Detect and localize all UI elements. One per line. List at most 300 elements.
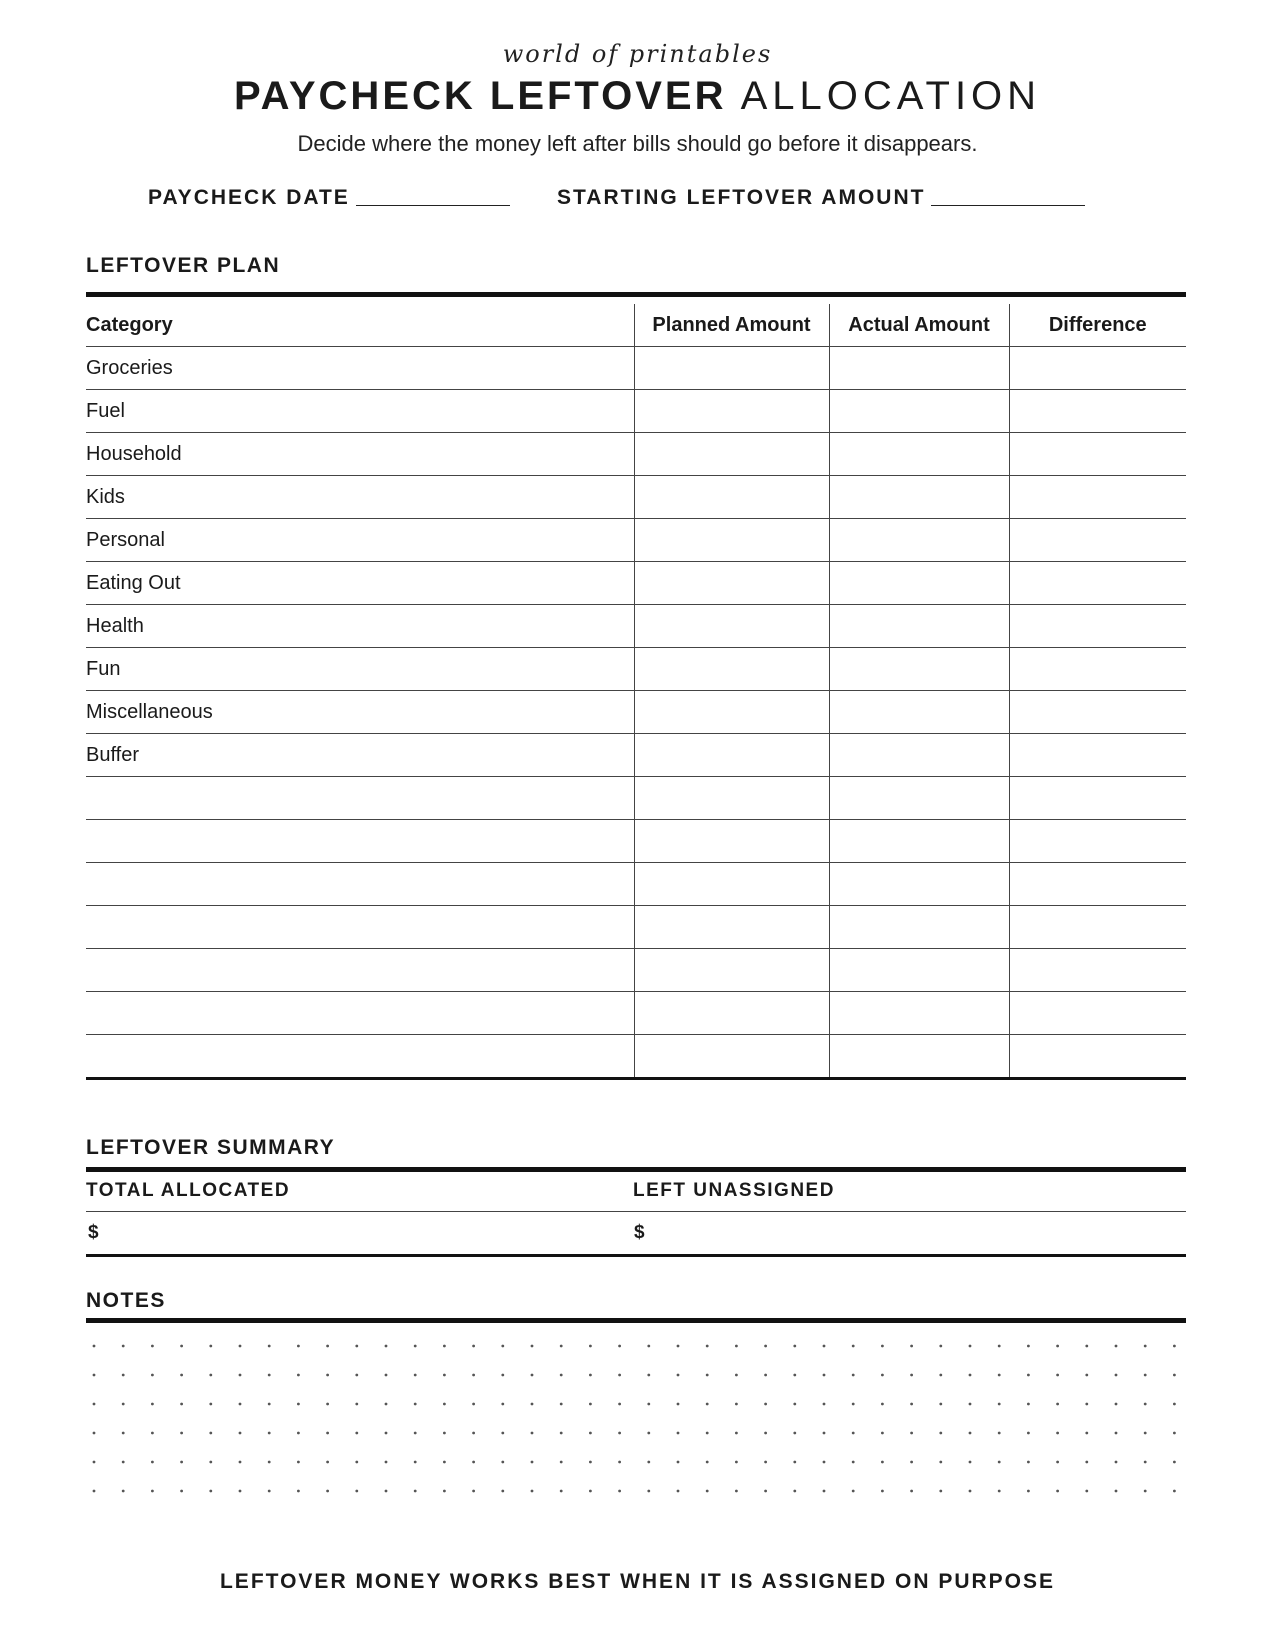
summary-section-title: LEFTOVER SUMMARY <box>86 1136 336 1159</box>
planned-cell[interactable] <box>634 519 829 562</box>
note-dot <box>122 1461 125 1464</box>
category-cell[interactable] <box>86 820 634 863</box>
note-dot <box>501 1374 504 1377</box>
note-dot <box>1056 1490 1059 1493</box>
note-dot <box>1085 1403 1088 1406</box>
planned-cell[interactable] <box>634 949 829 992</box>
note-dot <box>239 1374 242 1377</box>
note-dot <box>1115 1490 1118 1493</box>
category-cell[interactable]: Miscellaneous <box>86 691 634 734</box>
note-dot <box>852 1403 855 1406</box>
note-dot <box>560 1403 563 1406</box>
col-planned: Planned Amount <box>634 304 829 347</box>
actual-cell[interactable] <box>829 820 1009 863</box>
note-dot <box>268 1345 271 1348</box>
category-cell[interactable]: Kids <box>86 476 634 519</box>
note-dot <box>1085 1432 1088 1435</box>
note-dot <box>998 1345 1001 1348</box>
note-dot <box>706 1345 709 1348</box>
note-dot <box>998 1490 1001 1493</box>
table-row <box>86 820 1186 863</box>
note-dot <box>414 1490 417 1493</box>
note-dot <box>326 1432 329 1435</box>
note-dot <box>443 1490 446 1493</box>
note-dot <box>297 1403 300 1406</box>
note-dot <box>531 1403 534 1406</box>
actual-cell[interactable] <box>829 734 1009 777</box>
note-dot <box>151 1461 154 1464</box>
difference-cell[interactable] <box>1009 863 1186 906</box>
note-dot <box>180 1403 183 1406</box>
table-row <box>86 648 1186 691</box>
note-dot <box>1056 1403 1059 1406</box>
actual-cell[interactable] <box>829 777 1009 820</box>
plan-section-title: LEFTOVER PLAN <box>86 254 281 277</box>
note-dot <box>910 1345 913 1348</box>
note-dot <box>852 1432 855 1435</box>
actual-cell[interactable] <box>829 433 1009 476</box>
note-dot <box>239 1432 242 1435</box>
difference-cell[interactable] <box>1009 476 1186 519</box>
planned-cell[interactable] <box>634 691 829 734</box>
note-dot <box>501 1432 504 1435</box>
table-row <box>86 691 1186 734</box>
summary-divider <box>86 1167 1186 1172</box>
dot-grid-svg <box>92 1344 1192 1504</box>
note-dot <box>969 1461 972 1464</box>
notes-section-title: NOTES <box>86 1289 166 1312</box>
note-dot <box>881 1461 884 1464</box>
actual-cell[interactable] <box>829 605 1009 648</box>
note-dot <box>881 1374 884 1377</box>
note-dot <box>1027 1461 1030 1464</box>
note-dot <box>764 1374 767 1377</box>
note-dot <box>443 1403 446 1406</box>
note-dot <box>793 1490 796 1493</box>
note-dot <box>706 1374 709 1377</box>
category-cell[interactable]: Groceries <box>86 347 634 390</box>
actual-cell[interactable] <box>829 691 1009 734</box>
planned-cell[interactable] <box>634 1035 829 1079</box>
note-dot <box>472 1432 475 1435</box>
note-dot <box>1085 1345 1088 1348</box>
note-dot <box>1056 1374 1059 1377</box>
note-dot <box>93 1461 96 1464</box>
category-cell[interactable]: Fun <box>86 648 634 691</box>
note-dot <box>764 1432 767 1435</box>
difference-cell[interactable] <box>1009 906 1186 949</box>
note-dot <box>1085 1490 1088 1493</box>
note-dot <box>531 1461 534 1464</box>
note-dot <box>677 1490 680 1493</box>
notes-dot-grid[interactable] <box>92 1344 1192 1504</box>
note-dot <box>852 1374 855 1377</box>
note-dot <box>443 1345 446 1348</box>
note-dot <box>969 1345 972 1348</box>
note-dot <box>93 1345 96 1348</box>
note-dot <box>735 1432 738 1435</box>
note-dot <box>501 1403 504 1406</box>
title-light: ALLOCATION <box>740 74 1042 118</box>
note-dot <box>1056 1461 1059 1464</box>
note-dot <box>735 1490 738 1493</box>
note-dot <box>764 1490 767 1493</box>
note-dot <box>385 1432 388 1435</box>
note-dot <box>647 1490 650 1493</box>
table-row <box>86 562 1186 605</box>
note-dot <box>472 1490 475 1493</box>
note-dot <box>706 1490 709 1493</box>
difference-cell[interactable] <box>1009 820 1186 863</box>
left-unassigned-value[interactable]: $ <box>634 1222 645 1243</box>
note-dot <box>355 1432 358 1435</box>
note-dot <box>1056 1432 1059 1435</box>
summary-bottom-line <box>86 1254 1186 1257</box>
note-dot <box>1115 1374 1118 1377</box>
category-cell[interactable] <box>86 777 634 820</box>
note-dot <box>998 1374 1001 1377</box>
note-dot <box>239 1345 242 1348</box>
category-cell[interactable] <box>86 906 634 949</box>
note-dot <box>209 1345 212 1348</box>
note-dot <box>793 1461 796 1464</box>
planned-cell[interactable] <box>634 863 829 906</box>
note-dot <box>268 1461 271 1464</box>
difference-cell[interactable] <box>1009 605 1186 648</box>
actual-cell[interactable] <box>829 1035 1009 1079</box>
note-dot <box>472 1461 475 1464</box>
note-dot <box>1085 1374 1088 1377</box>
difference-cell[interactable] <box>1009 390 1186 433</box>
note-dot <box>180 1345 183 1348</box>
note-dot <box>735 1403 738 1406</box>
note-dot <box>414 1345 417 1348</box>
note-dot <box>793 1345 796 1348</box>
planned-cell[interactable] <box>634 906 829 949</box>
note-dot <box>443 1432 446 1435</box>
note-dot <box>239 1403 242 1406</box>
note-dot <box>969 1403 972 1406</box>
note-dot <box>297 1432 300 1435</box>
note-dot <box>297 1490 300 1493</box>
note-dot <box>910 1374 913 1377</box>
note-dot <box>881 1432 884 1435</box>
category-cell[interactable]: Fuel <box>86 390 634 433</box>
actual-cell[interactable] <box>829 476 1009 519</box>
paycheck-date-field <box>148 186 510 210</box>
note-dot <box>385 1374 388 1377</box>
actual-cell[interactable] <box>829 390 1009 433</box>
note-dot <box>355 1403 358 1406</box>
difference-cell[interactable] <box>1009 433 1186 476</box>
note-dot <box>939 1403 942 1406</box>
note-dot <box>823 1461 826 1464</box>
note-dot <box>355 1374 358 1377</box>
total-allocated-value[interactable]: $ <box>88 1222 99 1243</box>
table-row <box>86 605 1186 648</box>
category-cell[interactable] <box>86 1035 634 1079</box>
note-dot <box>151 1432 154 1435</box>
note-dot <box>998 1403 1001 1406</box>
note-dot <box>589 1374 592 1377</box>
note-dot <box>385 1490 388 1493</box>
note-dot <box>355 1490 358 1493</box>
note-dot <box>647 1403 650 1406</box>
note-dot <box>122 1490 125 1493</box>
col-category: Category <box>86 304 634 347</box>
note-dot <box>969 1490 972 1493</box>
note-dot <box>939 1490 942 1493</box>
note-dot <box>589 1490 592 1493</box>
difference-cell[interactable] <box>1009 562 1186 605</box>
category-cell[interactable]: Eating Out <box>86 562 634 605</box>
difference-cell[interactable] <box>1009 992 1186 1035</box>
planned-cell[interactable] <box>634 734 829 777</box>
plan-header-row <box>86 304 1186 347</box>
note-dot <box>735 1374 738 1377</box>
paycheck-date-line[interactable] <box>356 205 510 206</box>
note-dot <box>122 1374 125 1377</box>
note-dot <box>618 1461 621 1464</box>
note-dot <box>1173 1490 1176 1493</box>
category-cell[interactable]: Buffer <box>86 734 634 777</box>
planned-cell[interactable] <box>634 562 829 605</box>
note-dot <box>1144 1432 1147 1435</box>
actual-cell[interactable] <box>829 562 1009 605</box>
planned-cell[interactable] <box>634 648 829 691</box>
note-dot <box>998 1432 1001 1435</box>
note-dot <box>1115 1345 1118 1348</box>
planned-cell[interactable] <box>634 476 829 519</box>
note-dot <box>531 1374 534 1377</box>
note-dot <box>268 1403 271 1406</box>
category-cell[interactable]: Health <box>86 605 634 648</box>
note-dot <box>560 1461 563 1464</box>
note-dot <box>823 1374 826 1377</box>
table-row <box>86 347 1186 390</box>
note-dot <box>472 1403 475 1406</box>
note-dot <box>881 1490 884 1493</box>
note-dot <box>1027 1490 1030 1493</box>
difference-cell[interactable] <box>1009 949 1186 992</box>
note-dot <box>647 1461 650 1464</box>
note-dot <box>239 1461 242 1464</box>
note-dot <box>122 1345 125 1348</box>
difference-cell[interactable] <box>1009 691 1186 734</box>
note-dot <box>297 1345 300 1348</box>
note-dot <box>910 1461 913 1464</box>
note-dot <box>122 1403 125 1406</box>
note-dot <box>326 1403 329 1406</box>
planned-cell[interactable] <box>634 820 829 863</box>
note-dot <box>414 1461 417 1464</box>
note-dot <box>180 1490 183 1493</box>
note-dot <box>209 1432 212 1435</box>
table-row <box>86 992 1186 1035</box>
note-dot <box>969 1432 972 1435</box>
plan-table <box>86 304 1186 1080</box>
note-dot <box>1173 1374 1176 1377</box>
planned-cell[interactable] <box>634 390 829 433</box>
note-dot <box>764 1461 767 1464</box>
actual-cell[interactable] <box>829 648 1009 691</box>
note-dot <box>910 1432 913 1435</box>
note-dot <box>180 1374 183 1377</box>
planned-cell[interactable] <box>634 777 829 820</box>
note-dot <box>852 1490 855 1493</box>
note-dot <box>355 1345 358 1348</box>
table-row <box>86 777 1186 820</box>
table-row <box>86 476 1186 519</box>
note-dot <box>385 1403 388 1406</box>
note-dot <box>881 1403 884 1406</box>
difference-cell[interactable] <box>1009 519 1186 562</box>
category-cell[interactable]: Household <box>86 433 634 476</box>
note-dot <box>939 1374 942 1377</box>
planned-cell[interactable] <box>634 433 829 476</box>
difference-cell[interactable] <box>1009 734 1186 777</box>
table-row <box>86 906 1186 949</box>
note-dot <box>443 1374 446 1377</box>
note-dot <box>472 1345 475 1348</box>
note-dot <box>852 1461 855 1464</box>
page-subtitle: Decide where the money left after bills should go before it disappears. <box>297 131 978 156</box>
note-dot <box>560 1490 563 1493</box>
note-dot <box>910 1490 913 1493</box>
note-dot <box>239 1490 242 1493</box>
planned-cell[interactable] <box>634 605 829 648</box>
note-dot <box>706 1403 709 1406</box>
note-dot <box>268 1374 271 1377</box>
note-dot <box>385 1345 388 1348</box>
note-dot <box>93 1490 96 1493</box>
note-dot <box>297 1374 300 1377</box>
note-dot <box>1027 1403 1030 1406</box>
note-dot <box>1173 1345 1176 1348</box>
note-dot <box>823 1345 826 1348</box>
actual-cell[interactable] <box>829 992 1009 1035</box>
note-dot <box>735 1461 738 1464</box>
note-dot <box>472 1374 475 1377</box>
note-dot <box>209 1490 212 1493</box>
note-dot <box>209 1374 212 1377</box>
note-dot <box>910 1403 913 1406</box>
note-dot <box>1144 1374 1147 1377</box>
note-dot <box>618 1490 621 1493</box>
note-dot <box>93 1403 96 1406</box>
footer-tagline: LEFTOVER MONEY WORKS BEST WHEN IT IS ASSIGNED ON PURPOSE <box>219 1570 1056 1593</box>
note-dot <box>385 1461 388 1464</box>
note-dot <box>1144 1345 1147 1348</box>
category-cell[interactable]: Personal <box>86 519 634 562</box>
actual-cell[interactable] <box>829 949 1009 992</box>
note-dot <box>764 1403 767 1406</box>
note-dot <box>151 1374 154 1377</box>
note-dot <box>1144 1403 1147 1406</box>
starting-amount-line[interactable] <box>931 205 1085 206</box>
table-row <box>86 1035 1186 1079</box>
note-dot <box>1144 1490 1147 1493</box>
summary-thin-line <box>86 1211 1186 1212</box>
note-dot <box>939 1345 942 1348</box>
note-dot <box>1173 1432 1176 1435</box>
table-row <box>86 433 1186 476</box>
actual-cell[interactable] <box>829 519 1009 562</box>
plan-divider <box>86 292 1186 297</box>
note-dot <box>151 1345 154 1348</box>
note-dot <box>618 1374 621 1377</box>
actual-cell[interactable] <box>829 347 1009 390</box>
note-dot <box>414 1403 417 1406</box>
note-dot <box>501 1490 504 1493</box>
note-dot <box>1027 1432 1030 1435</box>
note-dot <box>560 1432 563 1435</box>
planned-cell[interactable] <box>634 347 829 390</box>
note-dot <box>531 1432 534 1435</box>
col-difference: Difference <box>1009 304 1186 347</box>
note-dot <box>618 1432 621 1435</box>
note-dot <box>618 1403 621 1406</box>
category-cell[interactable] <box>86 949 634 992</box>
note-dot <box>122 1432 125 1435</box>
note-dot <box>589 1345 592 1348</box>
difference-cell[interactable] <box>1009 1035 1186 1079</box>
note-dot <box>268 1490 271 1493</box>
note-dot <box>326 1374 329 1377</box>
category-cell[interactable] <box>86 992 634 1035</box>
note-dot <box>180 1432 183 1435</box>
note-dot <box>209 1403 212 1406</box>
note-dot <box>823 1403 826 1406</box>
note-dot <box>793 1432 796 1435</box>
note-dot <box>618 1345 621 1348</box>
note-dot <box>706 1461 709 1464</box>
category-cell[interactable] <box>86 863 634 906</box>
note-dot <box>560 1374 563 1377</box>
total-allocated-label: TOTAL ALLOCATED <box>86 1180 291 1201</box>
note-dot <box>764 1345 767 1348</box>
note-dot <box>1027 1374 1030 1377</box>
note-dot <box>180 1461 183 1464</box>
note-dot <box>1115 1432 1118 1435</box>
title-bold: PAYCHECK LEFTOVER <box>233 74 727 118</box>
note-dot <box>297 1461 300 1464</box>
planned-cell[interactable] <box>634 992 829 1035</box>
actual-cell[interactable] <box>829 906 1009 949</box>
paycheck-date-label: PAYCHECK DATE <box>148 186 350 209</box>
note-dot <box>735 1345 738 1348</box>
actual-cell[interactable] <box>829 863 1009 906</box>
brand-logo: world of printables <box>502 40 773 68</box>
note-dot <box>706 1432 709 1435</box>
note-dot <box>793 1403 796 1406</box>
difference-cell[interactable] <box>1009 347 1186 390</box>
note-dot <box>326 1490 329 1493</box>
note-dot <box>647 1345 650 1348</box>
note-dot <box>501 1345 504 1348</box>
difference-cell[interactable] <box>1009 648 1186 691</box>
note-dot <box>1085 1461 1088 1464</box>
note-dot <box>939 1461 942 1464</box>
note-dot <box>151 1403 154 1406</box>
note-dot <box>677 1461 680 1464</box>
table-row <box>86 519 1186 562</box>
note-dot <box>326 1461 329 1464</box>
notes-divider <box>86 1318 1186 1323</box>
note-dot <box>823 1490 826 1493</box>
note-dot <box>589 1432 592 1435</box>
difference-cell[interactable] <box>1009 777 1186 820</box>
